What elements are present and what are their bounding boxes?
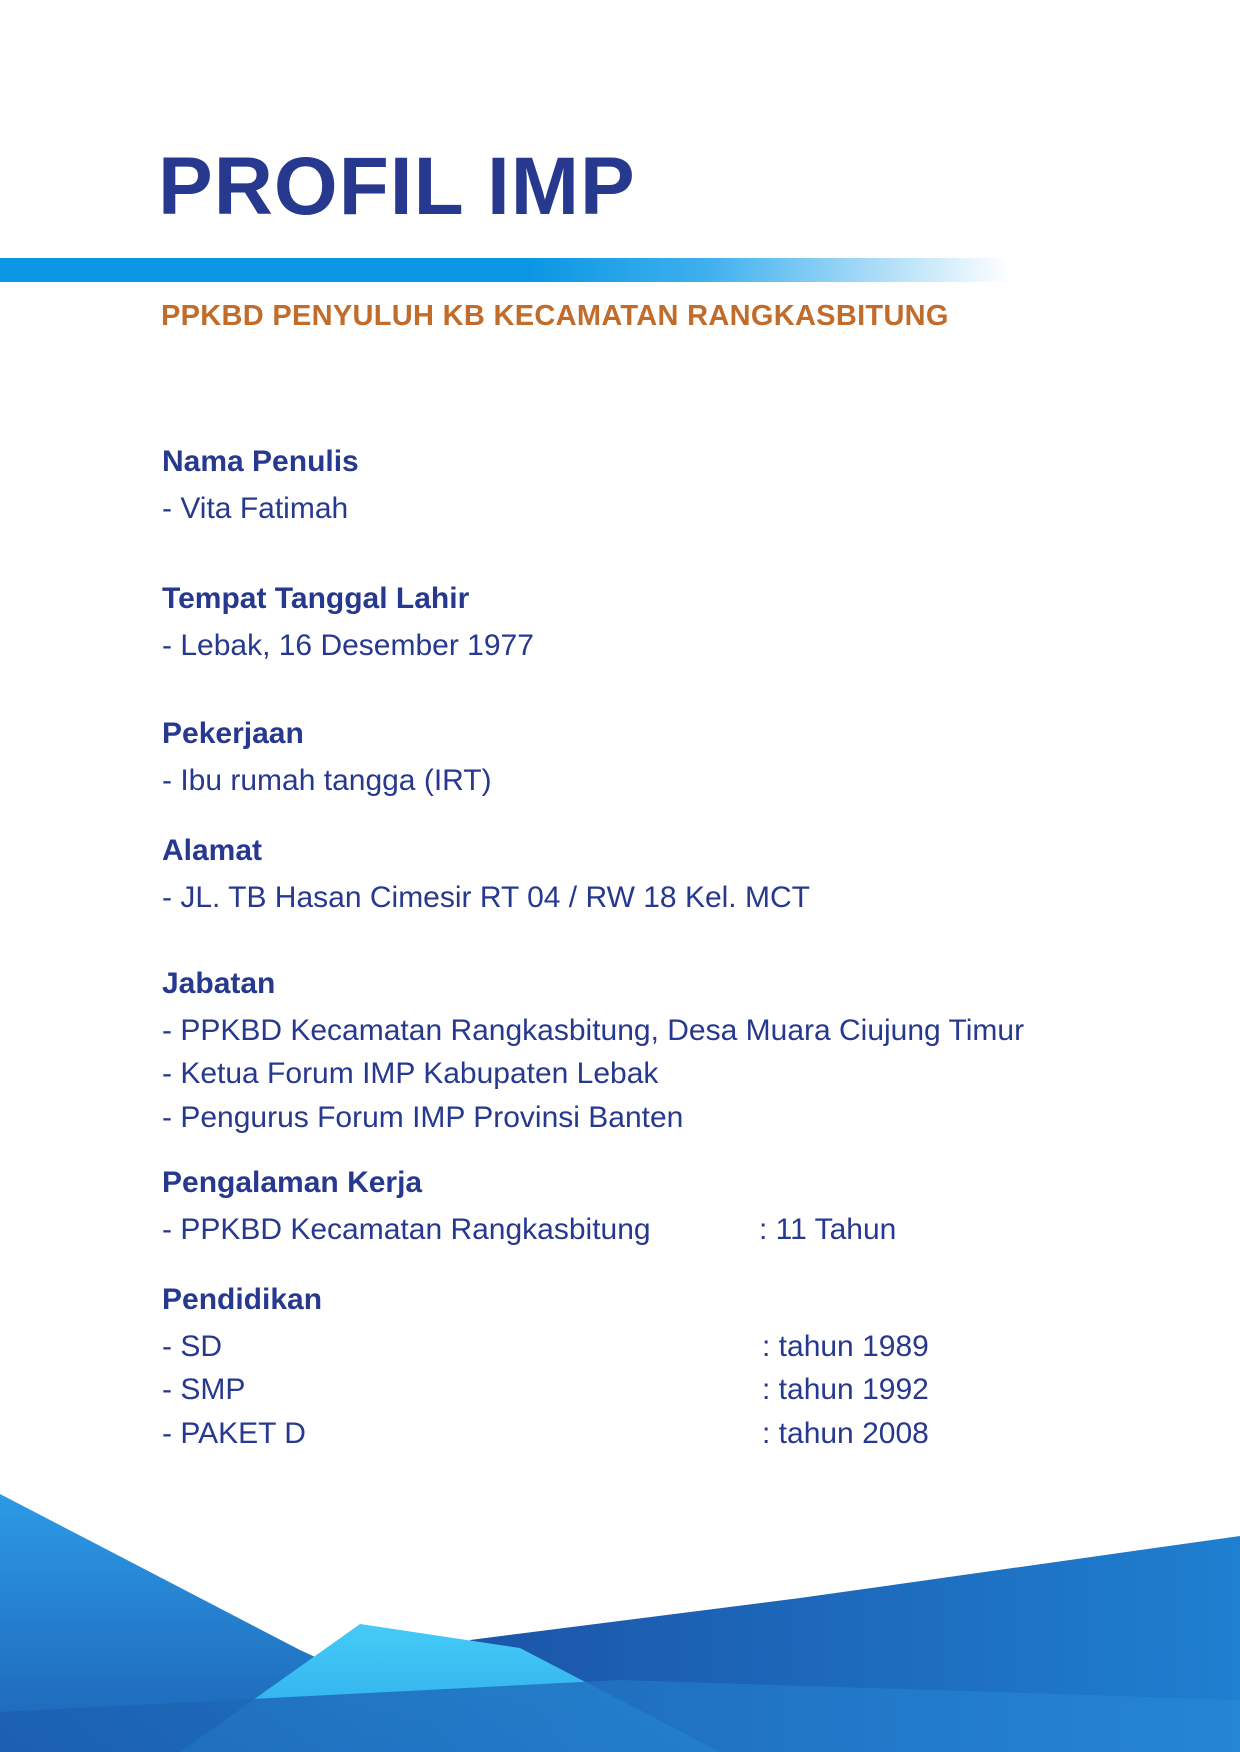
list-item [162,1368,929,1412]
section-heading: Nama Penulis [162,445,359,478]
list-item: - JL. TB Hasan Cimesir RT 04 / RW 18 Kel. MCT [162,880,810,914]
section-nama-penulis [162,443,359,530]
page-subtitle: PPKBD PENYULUH KB KECAMATAN RANGKASBITUNG [161,300,949,332]
item-value: : 11 Tahun [759,1212,897,1246]
section-heading: Alamat [162,834,263,867]
list-item: - Lebak, 16 Desember 1977 [162,628,534,662]
wave-decoration [0,1480,1240,1752]
section-heading: Pekerjaan [162,717,304,750]
section-jabatan [162,965,1024,1139]
section-alamat [162,832,810,919]
list-item: - PPKBD Kecamatan Rangkasbitung, Desa Muara Ciujung Timur [162,1013,1025,1047]
section-pendidikan [162,1281,929,1455]
section-heading: Jabatan [162,967,276,1000]
section-heading: Pendidikan [162,1283,323,1316]
item-label: - SD [162,1329,222,1363]
item-value: : tahun 1992 [762,1373,929,1406]
item-label: - PPKBD Kecamatan Rangkasbitung [162,1212,651,1246]
list-item [162,1412,929,1456]
section-heading: Tempat Tanggal Lahir [162,582,470,615]
list-item: - Ibu rumah tangga (IRT) [162,763,492,797]
page-title: PROFIL IMP [158,141,636,232]
item-label: - PAKET D [162,1416,306,1450]
list-item [162,1325,929,1369]
item-label: - SMP [162,1373,246,1406]
item-value: : tahun 2008 [762,1416,929,1450]
section-pengalaman-kerja [162,1164,897,1251]
list-item: - Ketua Forum IMP Kabupaten Lebak [162,1057,659,1090]
section-tempat-tanggal-lahir [162,580,534,667]
list-item [162,1208,897,1252]
title-underline-bar [0,258,1010,282]
list-item: - Pengurus Forum IMP Provinsi Banten [162,1100,684,1134]
item-value: : tahun 1989 [762,1329,929,1363]
section-pekerjaan [162,715,492,802]
section-heading: Pengalaman Kerja [162,1166,423,1199]
list-item: - Vita Fatimah [162,491,349,525]
